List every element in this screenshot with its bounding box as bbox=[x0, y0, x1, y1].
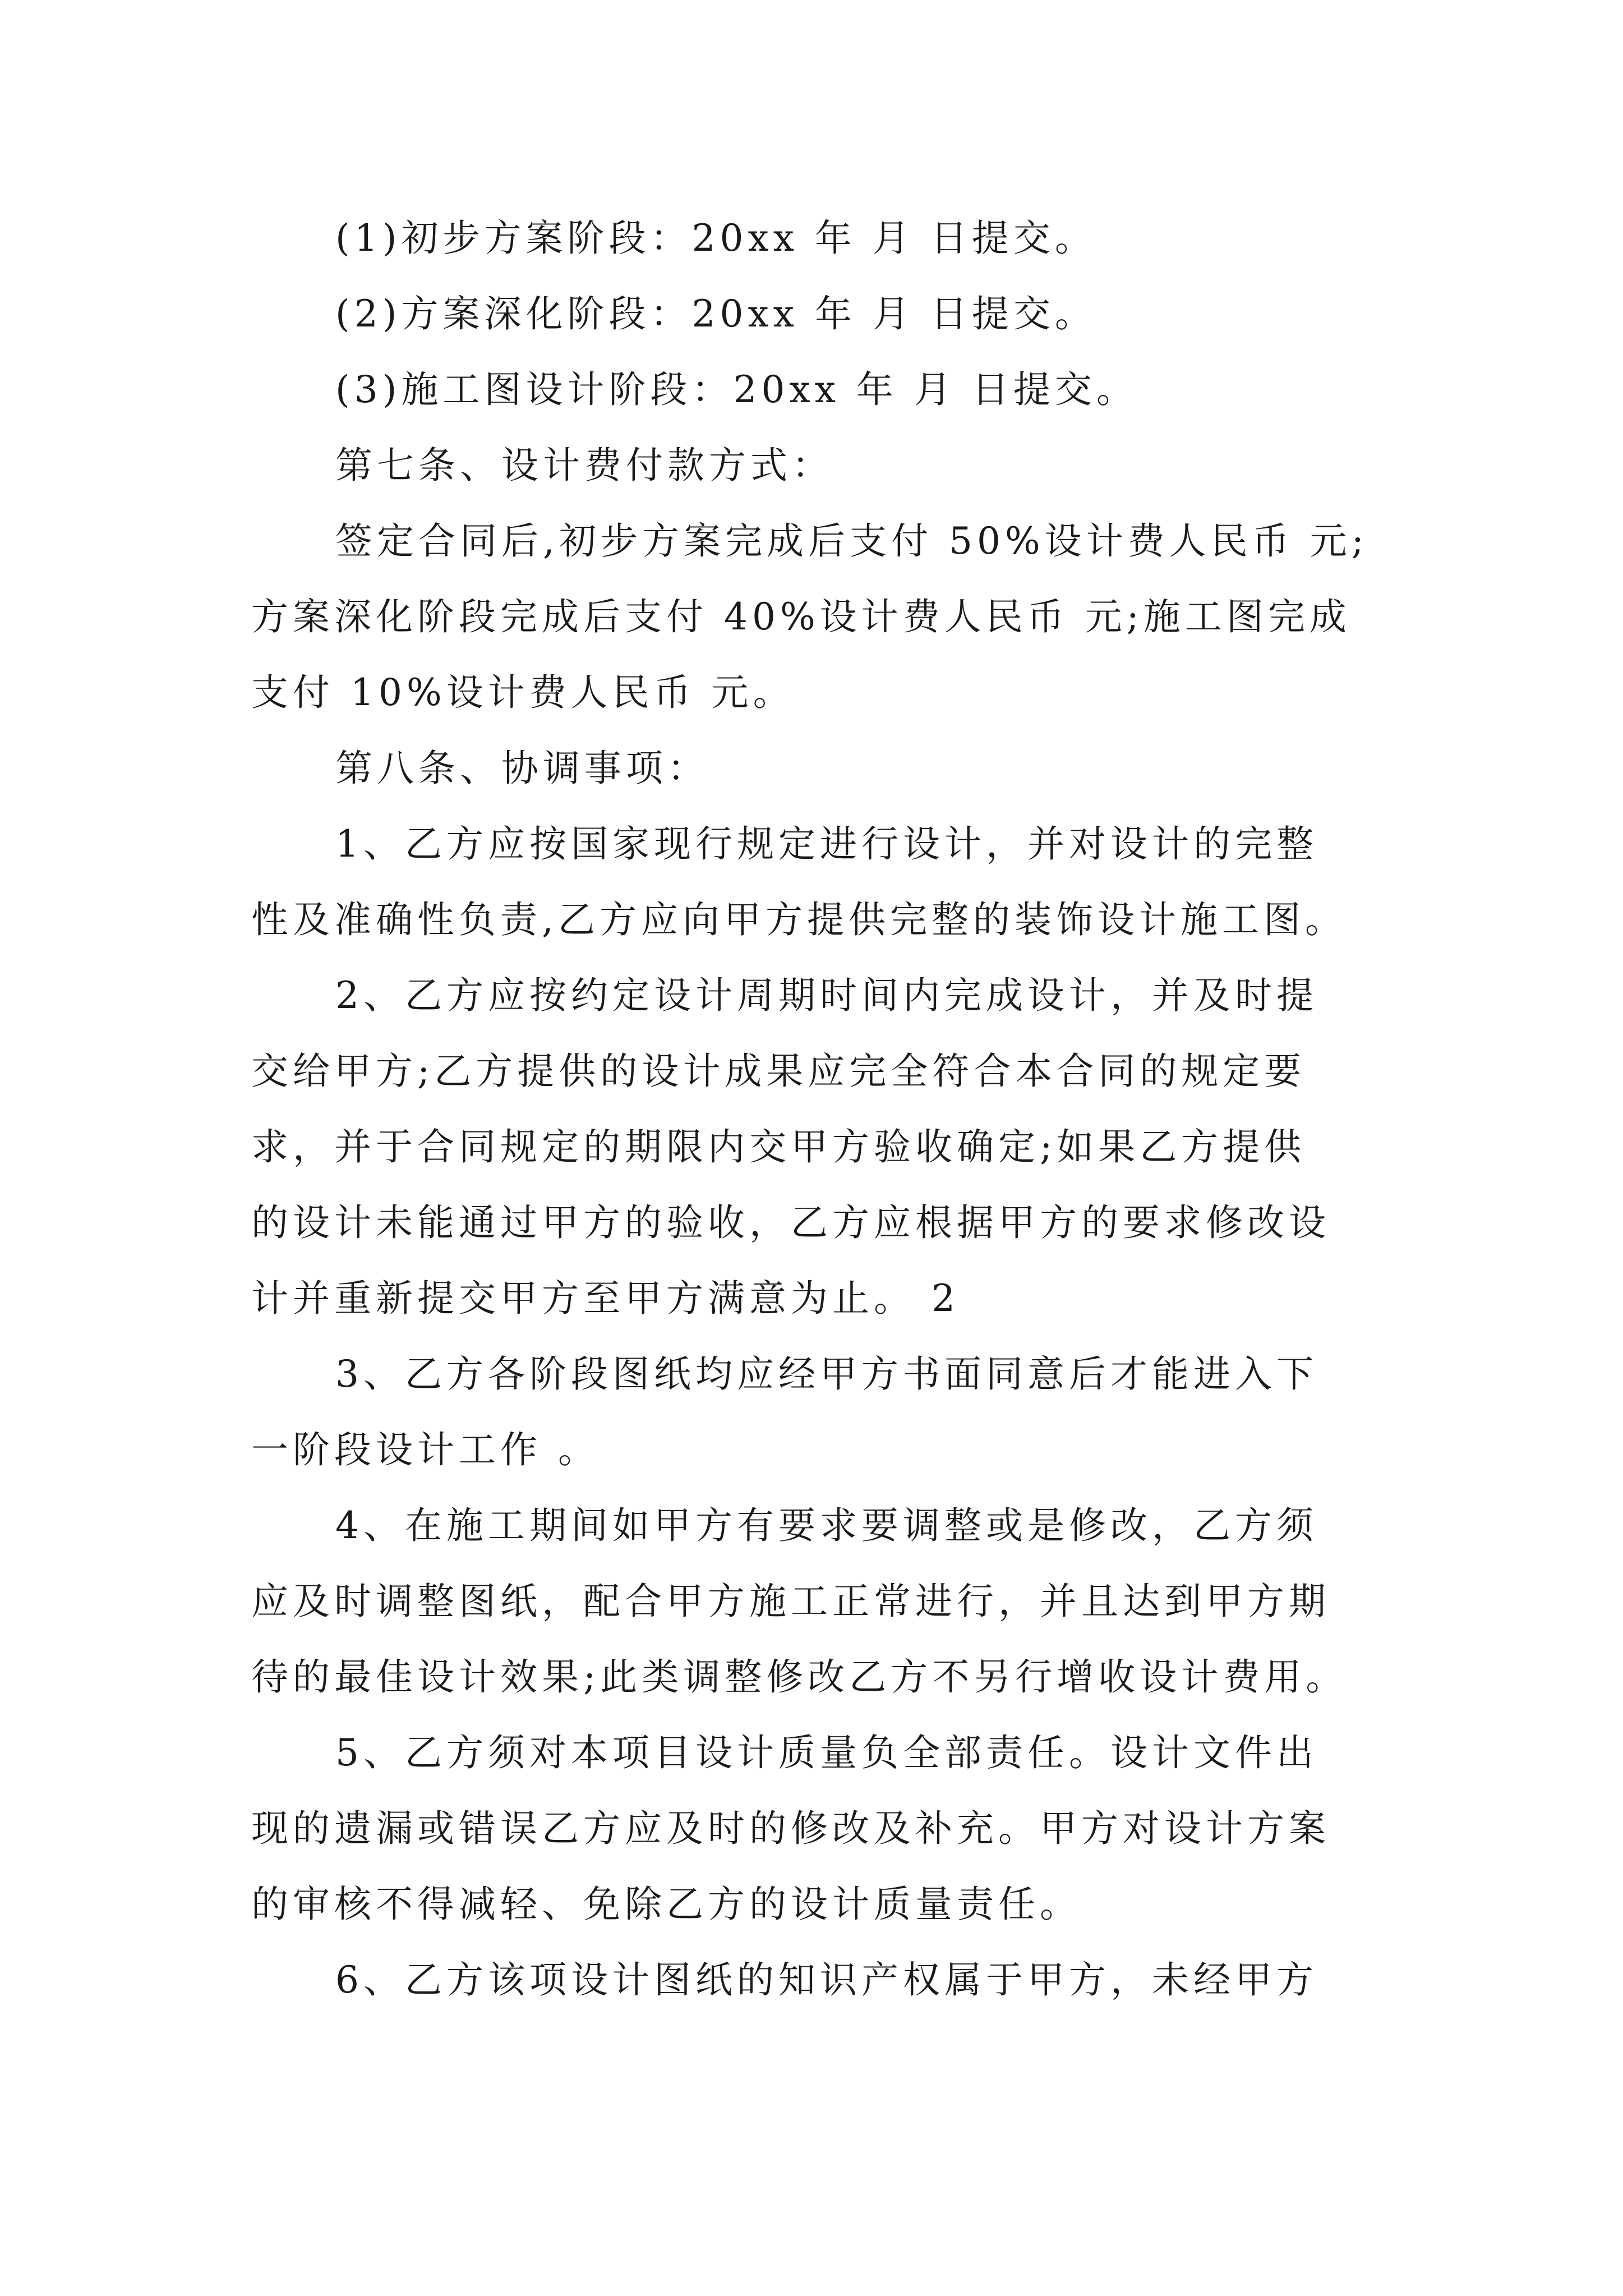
clause-1-line: 性及准确性负责,乙方应向甲方提供完整的装饰设计施工图。 bbox=[251, 898, 1347, 941]
clause-4-line: 4、在施工期间如甲方有要求要调整或是修改，乙方须 bbox=[335, 1504, 1318, 1547]
clause-4-line: 应及时调整图纸，配合甲方施工正常进行，并且达到甲方期 bbox=[251, 1580, 1330, 1623]
payment-paragraph-line: 支付 10%设计费人民币 元。 bbox=[251, 671, 795, 714]
clause-1-line: 1、乙方应按国家现行规定进行设计，并对设计的完整 bbox=[335, 822, 1318, 866]
clause-3-line: 一阶段设计工作 。 bbox=[251, 1428, 600, 1471]
clause-5-line: 5、乙方须对本项目设计质量负全部责任。设计文件出 bbox=[335, 1731, 1318, 1774]
clause-5-line: 现的遗漏或错误乙方应及时的修改及补充。甲方对设计方案 bbox=[251, 1807, 1330, 1850]
clause-2-line: 2、乙方应按约定设计周期时间内完成设计，并及时提 bbox=[335, 974, 1318, 1017]
stage-3-deadline: (3)施工图设计阶段：20xx 年 月 日提交。 bbox=[335, 368, 1138, 411]
clause-2-line: 计并重新提交甲方至甲方满意为止。 2 bbox=[251, 1277, 960, 1320]
article-8-heading: 第八条、协调事项： bbox=[335, 747, 709, 790]
stage-2-deadline: (2)方案深化阶段：20xx 年 月 日提交。 bbox=[335, 292, 1096, 335]
clause-2-line: 求，并于合同规定的期限内交甲方验收确定;如果乙方提供 bbox=[251, 1125, 1306, 1168]
clause-6-line: 6、乙方该项设计图纸的知识产权属于甲方，未经甲方 bbox=[335, 1958, 1318, 2001]
clause-2-line: 的设计未能通过甲方的验收，乙方应根据甲方的要求修改设 bbox=[251, 1201, 1330, 1244]
payment-paragraph-line: 方案深化阶段完成后支付 40%设计费人民币 元;施工图完成 bbox=[251, 595, 1351, 638]
clause-5-line: 的审核不得减轻、免除乙方的设计质量责任。 bbox=[251, 1883, 1081, 1926]
stage-1-deadline: (1)初步方案阶段：20xx 年 月 日提交。 bbox=[335, 217, 1096, 260]
clause-4-line: 待的最佳设计效果;此类调整修改乙方不另行增收设计费用。 bbox=[251, 1655, 1348, 1699]
article-7-heading: 第七条、设计费付款方式： bbox=[335, 444, 833, 487]
clause-2-line: 交给甲方;乙方提供的设计成果应完全符合本合同的规定要 bbox=[251, 1050, 1306, 1093]
clause-3-line: 3、乙方各阶段图纸均应经甲方书面同意后才能进入下 bbox=[335, 1352, 1318, 1396]
payment-paragraph-line: 签定合同后,初步方案完成后支付 50%设计费人民币 元; bbox=[335, 519, 1368, 563]
